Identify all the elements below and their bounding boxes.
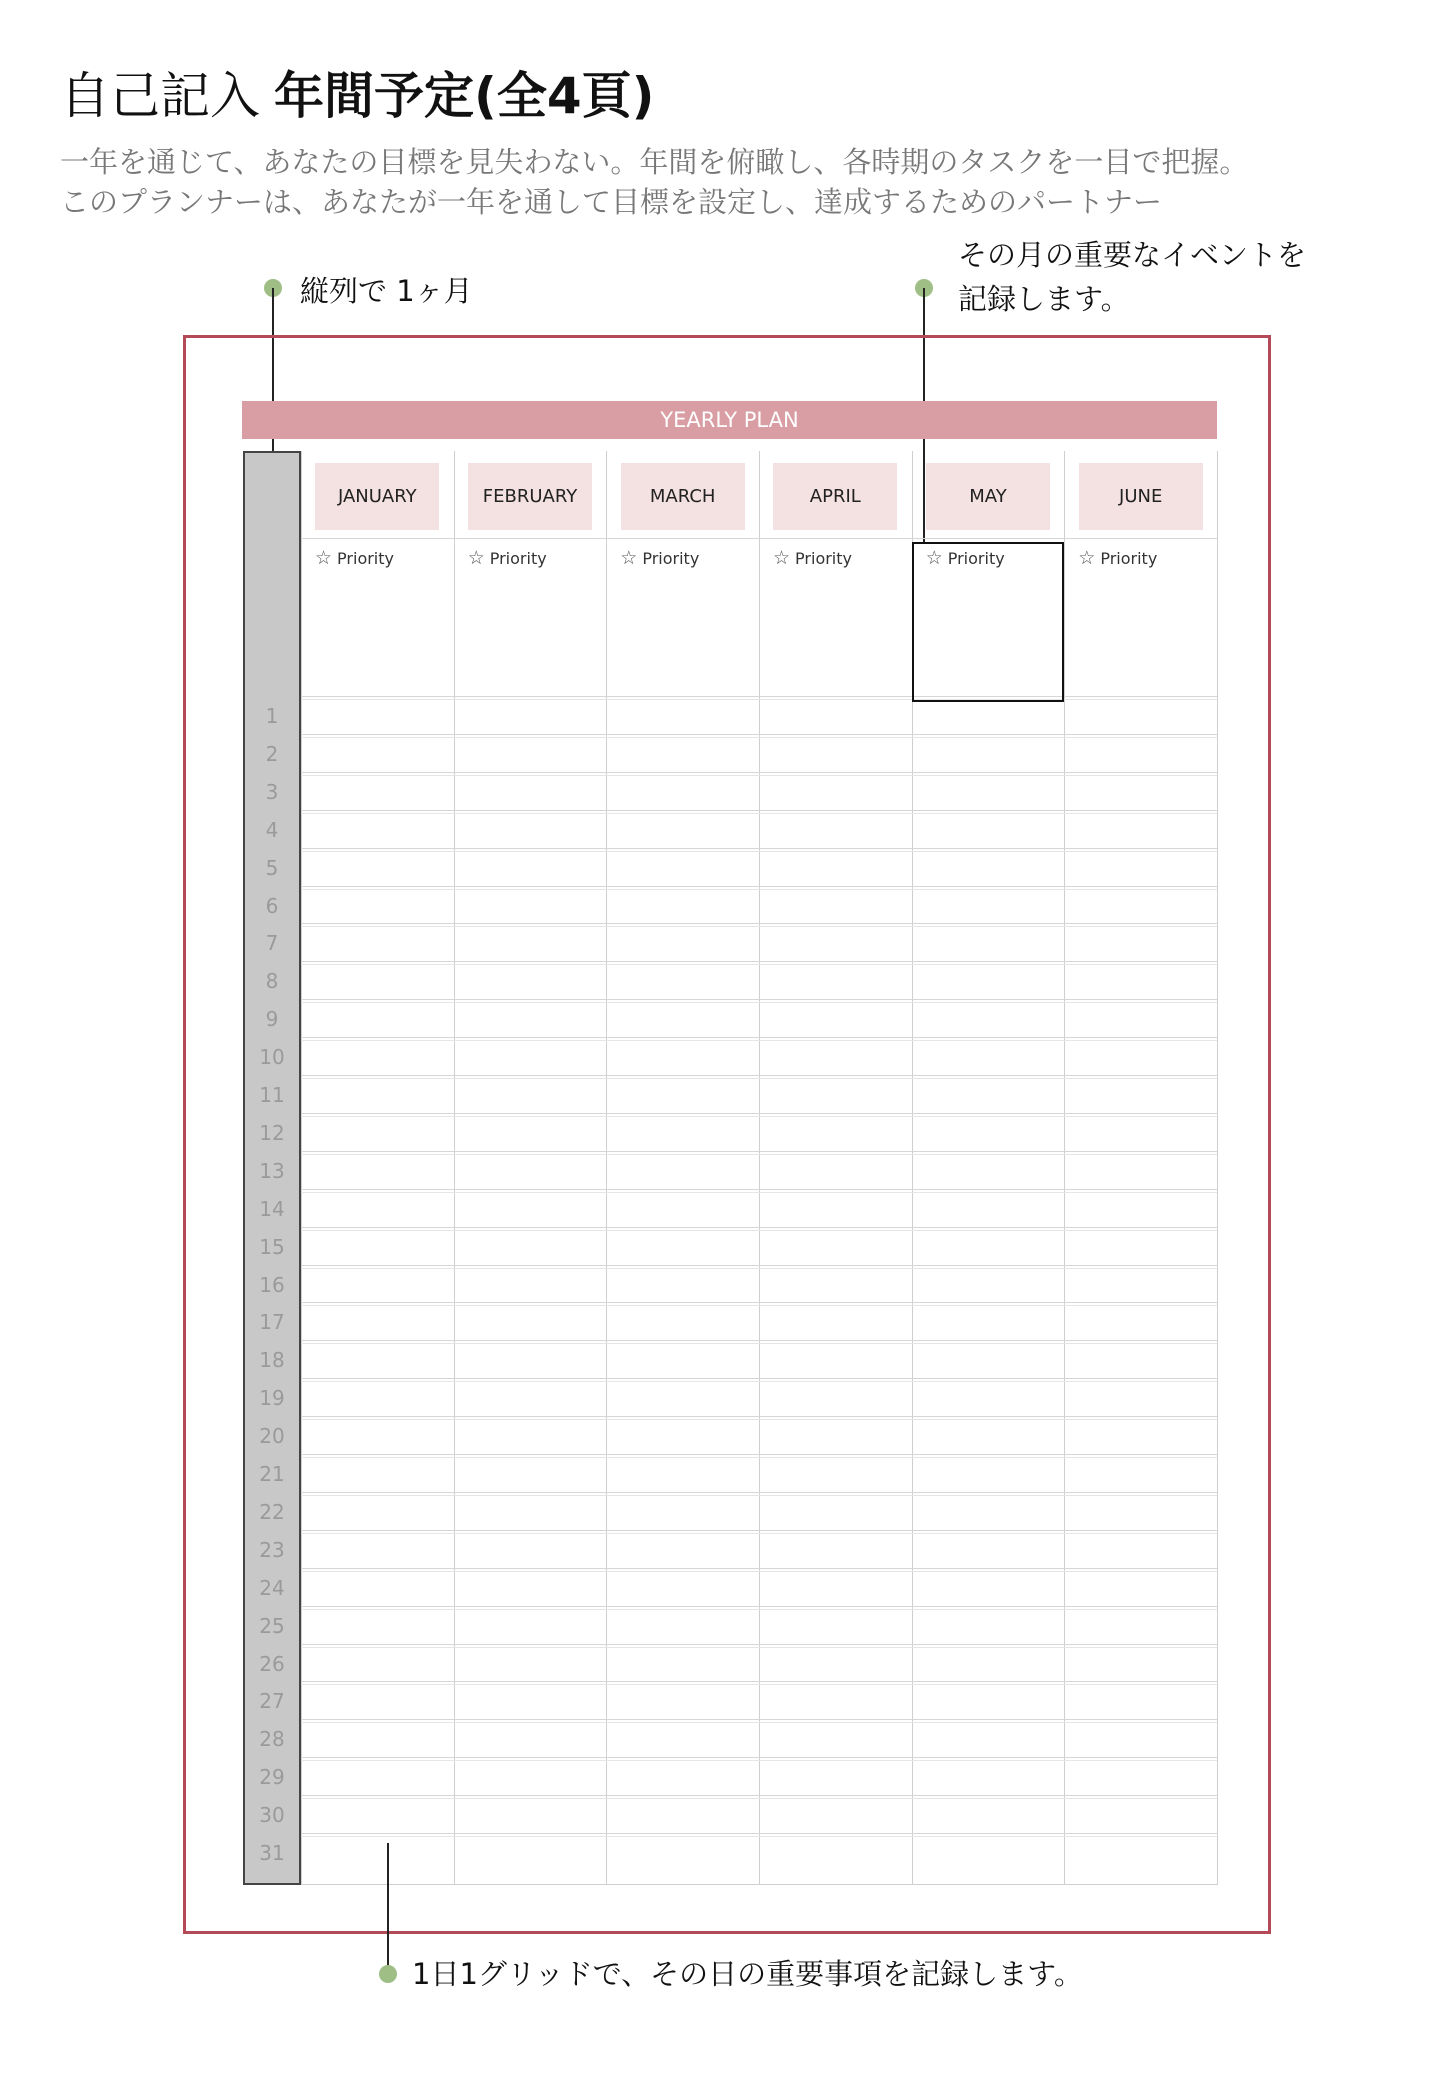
priority-field[interactable] [620, 547, 699, 569]
day-row-line [301, 1760, 1217, 1761]
day-number: 9 [265, 1007, 279, 1032]
annotation-column: 縦列で 1ヶ月 [300, 274, 473, 308]
day-number: 12 [259, 1120, 285, 1145]
day-row-line [301, 734, 1217, 735]
day-number: 18 [259, 1348, 285, 1373]
day-row-line [301, 1884, 1217, 1885]
day-row-line [301, 923, 1217, 924]
day-row-line [301, 1075, 1217, 1076]
day-number: 20 [259, 1424, 285, 1449]
day-number: 10 [259, 1045, 285, 1070]
annotation-leader-line [387, 1843, 389, 1967]
day-number: 28 [259, 1727, 285, 1752]
day-row-line [301, 1268, 1217, 1269]
day-number: 13 [259, 1158, 285, 1183]
priority-label: Priority [337, 549, 394, 568]
day-row-line [301, 1798, 1217, 1799]
month-header-may: MAY [926, 463, 1050, 530]
day-row-line [301, 1378, 1217, 1379]
annotation-events-line-2: 記録します。 [958, 282, 1130, 316]
day-number: 17 [259, 1310, 285, 1335]
day-row-line [301, 813, 1217, 814]
annotation-bullet-icon [379, 1965, 397, 1983]
day-row-line [301, 1381, 1217, 1382]
priority-field[interactable] [1078, 547, 1157, 569]
day-number: 30 [259, 1803, 285, 1828]
day-row-line [301, 1492, 1217, 1493]
month-header-april: APRIL [773, 463, 897, 530]
month-header-february: FEBRUARY [468, 463, 592, 530]
column-divider [606, 451, 607, 1885]
subtitle-line-2: このプランナーは、あなたが一年を通して目標を設定し、達成するためのパートナー [60, 185, 1163, 219]
day-number: 4 [265, 817, 279, 842]
day-row-line [301, 810, 1217, 811]
day-row-line [301, 964, 1217, 965]
day-number: 31 [259, 1841, 285, 1865]
day-row-line [301, 1647, 1217, 1648]
day-number: 24 [259, 1575, 285, 1600]
day-row-line [301, 772, 1217, 773]
day-row-line [301, 1644, 1217, 1645]
star-icon: ☆ [620, 547, 638, 569]
day-row-line [301, 886, 1217, 887]
day-row-line [301, 1457, 1217, 1458]
day-number: 6 [265, 893, 279, 918]
day-row-line [301, 1302, 1217, 1303]
day-number: 8 [265, 969, 279, 994]
day-row-line [301, 696, 1217, 697]
month-header-june: JUNE [1079, 463, 1203, 530]
day-number: 22 [259, 1499, 285, 1524]
day-row-line [301, 1230, 1217, 1231]
day-number: 15 [259, 1234, 285, 1259]
day-row-line [301, 1454, 1217, 1455]
month-header-divider [301, 538, 1217, 539]
yearly-plan-header: YEARLY PLAN [242, 401, 1217, 439]
annotation-daily: 1日1グリッドで、その日の重要事項を記録します。 [412, 1957, 1083, 1991]
day-number: 11 [259, 1083, 285, 1107]
day-row-line [301, 1795, 1217, 1796]
day-row-line [301, 737, 1217, 738]
annotation-events-line-1: その月の重要なイベントを [958, 238, 1307, 272]
day-row-line [301, 1116, 1217, 1117]
day-number: 21 [259, 1462, 285, 1486]
day-row-line [301, 1154, 1217, 1155]
day-row-line [301, 1571, 1217, 1572]
day-row-line [301, 1343, 1217, 1344]
day-row-line [301, 1836, 1217, 1837]
month-header-march: MARCH [621, 463, 745, 530]
priority-field[interactable] [468, 547, 547, 569]
priority-label: Priority [1100, 549, 1158, 568]
day-number: 14 [259, 1196, 285, 1221]
star-icon: ☆ [315, 547, 333, 569]
day-row-line [301, 1151, 1217, 1152]
star-icon: ☆ [467, 547, 485, 569]
day-row-line [301, 1533, 1217, 1534]
day-row-line [301, 1681, 1217, 1682]
priority-label: Priority [947, 549, 1005, 568]
column-divider [1064, 451, 1065, 1885]
day-row-line [301, 1833, 1217, 1834]
day-row-line [301, 1040, 1217, 1041]
day-number: 29 [259, 1765, 285, 1790]
day-row-line [301, 1189, 1217, 1190]
day-row-line [301, 999, 1217, 1000]
priority-label: Priority [642, 549, 700, 568]
priority-label: Priority [795, 549, 852, 568]
day-number: 3 [265, 779, 279, 804]
day-row-line [301, 1113, 1217, 1114]
day-number: 16 [259, 1272, 285, 1297]
star-icon: ☆ [1078, 547, 1096, 569]
day-row-line [301, 1757, 1217, 1758]
day-row-line [301, 1495, 1217, 1496]
day-row-line [301, 1416, 1217, 1417]
day-number: 1 [265, 704, 279, 728]
day-row-line [301, 775, 1217, 776]
day-row-line [301, 1305, 1217, 1306]
day-number: 23 [259, 1537, 285, 1562]
day-row-line [301, 1227, 1217, 1228]
day-row-line [301, 1192, 1217, 1193]
may-events-highlight-box [912, 542, 1064, 702]
title-main: 年間予定(全4頁) [274, 67, 655, 125]
day-row-line [301, 1419, 1217, 1420]
page-title [60, 56, 655, 128]
day-number: 7 [265, 931, 279, 956]
priority-field[interactable] [315, 547, 394, 569]
day-row-line [301, 1719, 1217, 1720]
priority-label: Priority [489, 549, 547, 568]
day-row-line [301, 1606, 1217, 1607]
day-row-line [301, 889, 1217, 890]
day-row-line [301, 699, 1217, 700]
subtitle-line-1: 一年を通じて、あなたの目標を見失わない。年間を俯瞰し、各時期のタスクを一目で把握。 [60, 145, 1249, 179]
title-prefix: 自己記入 [60, 67, 260, 125]
day-row-line [301, 848, 1217, 849]
planner-frame [183, 335, 1271, 1934]
day-row-line [301, 1568, 1217, 1569]
day-number: 25 [259, 1613, 285, 1638]
column-divider [301, 451, 302, 1885]
day-row-line [301, 1609, 1217, 1610]
day-row-line [301, 851, 1217, 852]
month-header-january: JANUARY [315, 463, 439, 530]
day-row-line [301, 926, 1217, 927]
star-icon: ☆ [773, 547, 791, 569]
day-row-line [301, 1037, 1217, 1038]
column-divider [759, 451, 760, 1885]
column-divider [454, 451, 455, 1885]
day-row-line [301, 1265, 1217, 1266]
column-divider [1217, 451, 1218, 1885]
day-number: 2 [265, 741, 279, 766]
day-row-line [301, 1684, 1217, 1685]
day-row-line [301, 1530, 1217, 1531]
day-row-line [301, 1002, 1217, 1003]
priority-field[interactable] [773, 547, 852, 569]
day-row-line [301, 961, 1217, 962]
day-number: 5 [265, 855, 279, 880]
star-icon: ☆ [925, 547, 943, 569]
day-number: 19 [259, 1386, 285, 1411]
day-row-line [301, 1722, 1217, 1723]
day-row-line [301, 1340, 1217, 1341]
day-row-line [301, 1078, 1217, 1079]
day-number: 26 [259, 1651, 285, 1676]
day-number: 27 [259, 1689, 285, 1714]
